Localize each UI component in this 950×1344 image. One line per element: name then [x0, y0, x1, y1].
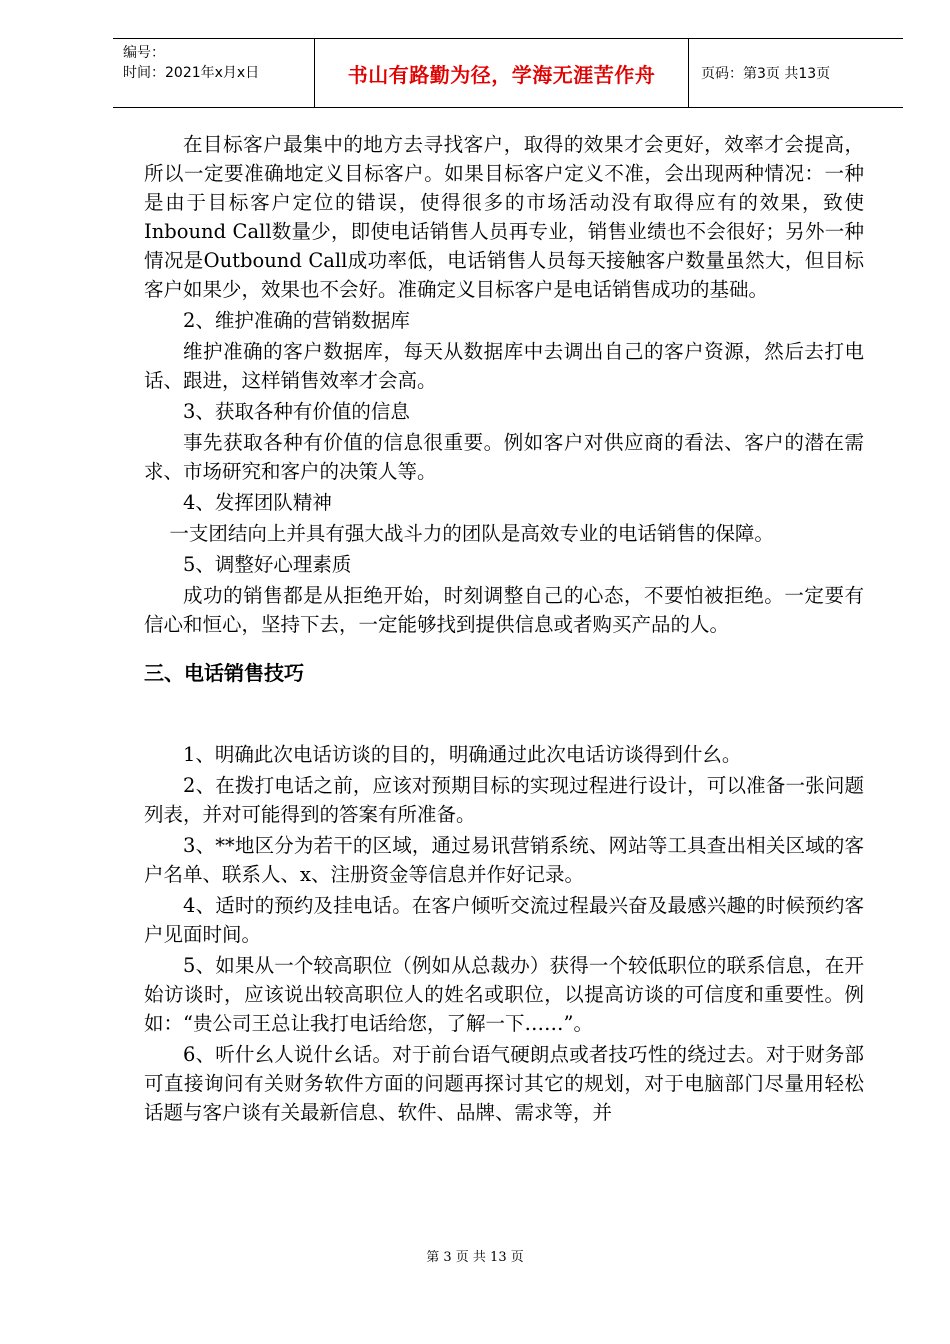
header-page-info: 页码：第3页 共13页 — [701, 66, 831, 82]
paragraph-target-customers: 在目标客户最集中的地方去寻找客户，取得的效果才会更好，效率才会提高，所以一定要准确地定义目标客户。如果目标客户定义不准，会出现两种情况：一种是由于目标客户定位的错误，使得很多的市场活动没有取得应有的效果，致使Inbound Call数量少，即使电话销售人员再专业，销售业绩也不会很好；另外一种情况是Outbound Call成功率低，电话销售人员每天接触客户数量虽然大，但目标客户如果少，效果也不会好。准确定义目标客户是电话销售成功的基础。 — [144, 133, 864, 301]
header-meta — [113, 39, 315, 107]
paragraph-database: 维护准确的客户数据库，每天从数据库中去调出自己的客户资源，然后去打电话、跟进，这样销售效率才会高。 — [144, 340, 864, 392]
tip-item: 3、**地区分为若干的区域，通过易讯营销系统、网站等工具查出相关区域的客户名单、联系人、x、注册资金等信息并作好记录。 — [144, 834, 864, 886]
subheading-information: 3、获取各种有价值的信息 — [183, 400, 410, 423]
header-time-label: 时间：2021年x月x日 — [123, 65, 260, 81]
subheading-mindset: 5、调整好心理素质 — [183, 553, 352, 576]
document-body — [144, 130, 864, 1129]
subheading-database: 2、维护准确的营销数据库 — [183, 309, 410, 332]
header-number-label: 编号： — [123, 45, 165, 61]
tip-item: 4、适时的预约及挂电话。在客户倾听交流过程最兴奋及最感兴趣的时候预约客户见面时间。 — [144, 894, 864, 946]
tip-item: 2、在拨打电话之前，应该对预期目标的实现过程进行设计，可以准备一张问题列表，并对可能得到的答案有所准备。 — [144, 774, 864, 826]
tip-item: 5、如果从一个较高职位（例如从总裁办）获得一个较低职位的联系信息，在开始访谈时，应该说出较高职位人的姓名或职位，以提高访谈的可信度和重要性。例如：“贵公司王总让我打电话给您，了解一下……”。 — [144, 954, 864, 1035]
page-footer: 第 3 页 共 13 页 — [426, 1250, 524, 1265]
section-heading: 三、电话销售技巧 — [144, 661, 304, 685]
tip-item: 6、听什幺人说什幺话。对于前台语气硬朗点或者技巧性的绕过去。对于财务部可直接询问有关财务软件方面的问题再探讨其它的规划，对于电脑部门尽量用轻松话题与客户谈有关最新信息、软件、品牌、需求等，并 — [144, 1043, 864, 1124]
paragraph-team: 一支团结向上并具有强大战斗力的团队是高效专业的电话销售的保障。 — [169, 522, 774, 545]
paragraph-information: 事先获取各种有价值的信息很重要。例如客户对供应商的看法、客户的潜在需求、市场研究和客户的决策人等。 — [144, 431, 864, 483]
header-slogan: 书山有路勤为径，学海无涯苦作舟 — [315, 39, 689, 107]
page-header — [113, 38, 903, 108]
paragraph-mindset: 成功的销售都是从拒绝开始，时刻调整自己的心态，不要怕被拒绝。一定要有信心和恒心，坚持下去，一定能够找到提供信息或者购买产品的人。 — [144, 584, 864, 636]
subheading-team: 4、发挥团队精神 — [183, 491, 332, 514]
tip-item: 1、明确此次电话访谈的目的，明确通过此次电话访谈得到什幺。 — [183, 743, 742, 766]
